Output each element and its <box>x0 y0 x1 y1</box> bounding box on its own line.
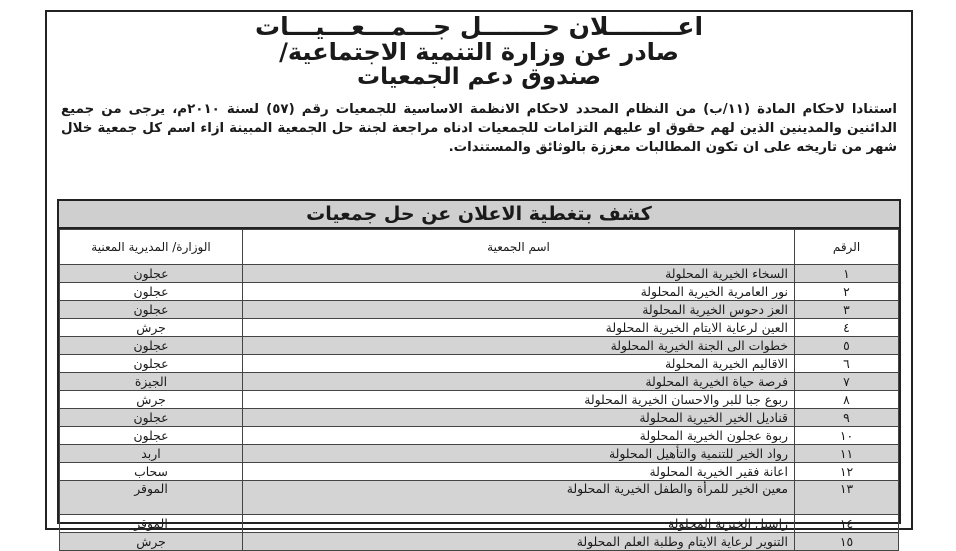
directorate: عجلون <box>60 355 243 373</box>
association-name: العين لرعاية الايتام الخيرية المحلولة <box>243 319 795 337</box>
table-row <box>60 283 899 301</box>
directorate: الموقر <box>60 481 243 515</box>
directorate: عجلون <box>60 427 243 445</box>
directorate: جرش <box>60 533 243 551</box>
intro-paragraph: استنادا لاحكام المادة (١١/ب) من النظام المحدد لاحكام الانظمة الاساسية للجمعيات رقم (٥٧) لسنة ٢٠١٠م، يرجى من جميع الدائنين والمدينين الذين لهم حقوق او عليهم التزامات للجمعيات ادناه مراجعة لجنة حل الجمعية المبينة ازاء اسم كل جمعية خلال شهر من تاريخه على ان تكون المطالبات معززة بالوثائق والمستندات. <box>61 101 897 155</box>
directorate: جرش <box>60 391 243 409</box>
table-caption: كشف بتغطية الاعلان عن حل جمعيات <box>59 201 899 229</box>
row-number: ٥ <box>795 337 899 355</box>
directorate: اربد <box>60 445 243 463</box>
association-name: فرصة حياة الخيرية المحلولة <box>243 373 795 391</box>
header-num: الرقم <box>795 230 899 265</box>
table-row <box>60 301 899 319</box>
row-number: ٢ <box>795 283 899 301</box>
row-number: ١٥ <box>795 533 899 551</box>
announcement-box <box>45 10 913 549</box>
table-row <box>60 481 899 515</box>
dissolution-table <box>59 229 899 551</box>
table-row <box>60 265 899 283</box>
association-name: العز دحوس الخيرية المحلولة <box>243 301 795 319</box>
row-number: ١ <box>795 265 899 283</box>
row-number: ١٣ <box>795 481 899 515</box>
association-name: راسيل الخيرية المحلولة <box>243 515 795 533</box>
directorate: عجلون <box>60 337 243 355</box>
row-number: ١٠ <box>795 427 899 445</box>
row-number: ٦ <box>795 355 899 373</box>
table-row <box>60 373 899 391</box>
table-body <box>60 265 899 551</box>
table-row <box>60 533 899 551</box>
association-name: رواد الخير للتنمية والتأهيل المحلولة <box>243 445 795 463</box>
dissolution-table-frame <box>57 199 901 549</box>
table-header-row <box>60 230 899 265</box>
table-row <box>60 319 899 337</box>
row-number: ٣ <box>795 301 899 319</box>
table-row <box>60 337 899 355</box>
issuer-line: صادر عن وزارة التنمية الاجتماعية/ <box>279 38 679 67</box>
association-name: ربوة عجلون الخيرية المحلولة <box>243 427 795 445</box>
announcement-title: اعــــــــلان حـــــــل جـــمـــعـــيـــات <box>254 12 704 41</box>
association-name: التنوير لرعاية الايتام وطلبة العلم المحلولة <box>243 533 795 551</box>
association-name: نور العامرية الخيرية المحلولة <box>243 283 795 301</box>
table-row <box>60 391 899 409</box>
association-name: السخاء الخيرية المحلولة <box>243 265 795 283</box>
association-name: اعانة فقير الخيرية المحلولة <box>243 463 795 481</box>
table-row <box>60 463 899 481</box>
header-name: اسم الجمعية <box>243 230 795 265</box>
table-row <box>60 515 899 533</box>
header-gov: الوزارة/ المديرية المعنية <box>60 230 243 265</box>
row-number: ١٤ <box>795 515 899 533</box>
directorate: الجيزة <box>60 373 243 391</box>
announcement-header <box>47 14 911 90</box>
directorate: عجلون <box>60 265 243 283</box>
association-name: خطوات الى الجنة الخيرية المحلولة <box>243 337 795 355</box>
row-number: ١٢ <box>795 463 899 481</box>
association-name: معين الخير للمرأة والطفل الخيرية المحلولة <box>243 481 795 515</box>
table-row <box>60 445 899 463</box>
table-row <box>60 355 899 373</box>
association-name: ربوع جبا للبر والاحسان الخيرية المحلولة <box>243 391 795 409</box>
directorate: الموقر <box>60 515 243 533</box>
directorate: عجلون <box>60 283 243 301</box>
directorate: جرش <box>60 319 243 337</box>
row-number: ٩ <box>795 409 899 427</box>
row-number: ٨ <box>795 391 899 409</box>
table-row <box>60 409 899 427</box>
directorate: سحاب <box>60 463 243 481</box>
table-row <box>60 427 899 445</box>
row-number: ٤ <box>795 319 899 337</box>
fund-line: صندوق دعم الجمعيات <box>357 64 601 91</box>
row-number: ١١ <box>795 445 899 463</box>
association-name: الاقاليم الخيرية المحلولة <box>243 355 795 373</box>
row-number: ٧ <box>795 373 899 391</box>
directorate: عجلون <box>60 301 243 319</box>
directorate: عجلون <box>60 409 243 427</box>
association-name: قناديل الخير الخيرية المحلولة <box>243 409 795 427</box>
